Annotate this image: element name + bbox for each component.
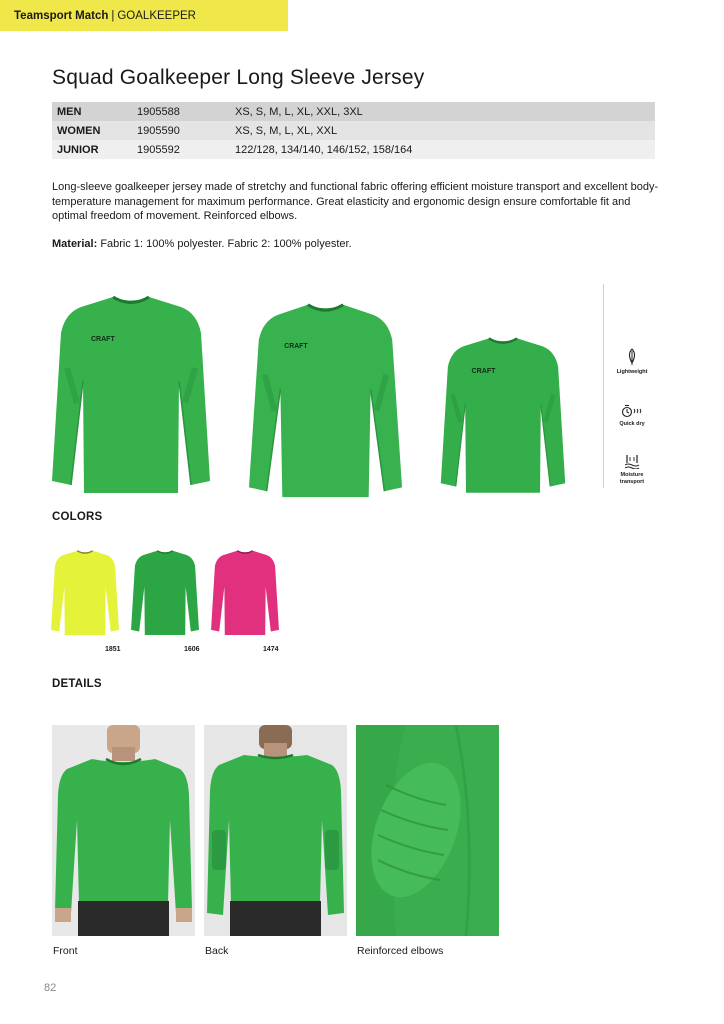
- detail-caption: Front: [53, 945, 78, 957]
- color-code: 1606: [184, 646, 200, 653]
- colors-heading: COLORS: [52, 511, 103, 523]
- color-code: 1474: [263, 646, 279, 653]
- size-category: WOMEN: [57, 124, 101, 137]
- article-number: 1905592: [137, 143, 180, 156]
- detail-photo-front: [52, 725, 195, 936]
- subcategory-label: GOALKEEPER: [117, 9, 196, 22]
- size-row-women: [52, 121, 655, 140]
- svg-text:CRAFT: CRAFT: [91, 336, 115, 343]
- detail-caption: Reinforced elbows: [357, 945, 444, 957]
- detail-photo-elbow: [356, 725, 499, 936]
- size-category: MEN: [57, 105, 82, 118]
- quick-dry-icon: [621, 404, 643, 418]
- feature-moisture: [612, 453, 652, 485]
- size-range: 122/128, 134/140, 146/152, 158/164: [235, 143, 413, 156]
- color-swatch-yellow: [50, 549, 120, 635]
- material-line: [52, 238, 352, 250]
- detail-photo-back: [204, 725, 347, 936]
- feather-icon: [626, 348, 638, 366]
- feature-label: Quick dry: [619, 421, 645, 427]
- size-range: XS, S, M, L, XL, XXL, 3XL: [235, 105, 363, 118]
- product-title: Squad Goalkeeper Long Sleeve Jersey: [52, 66, 425, 89]
- product-image-women: [247, 296, 404, 502]
- detail-caption: Back: [205, 945, 229, 957]
- svg-text:CRAFT: CRAFT: [284, 342, 308, 350]
- feature-lightweight: [612, 348, 652, 376]
- material-text: Fabric 1: 100% polyester. Fabric 2: 100% polyester.: [100, 238, 352, 250]
- color-swatch-green: [130, 549, 200, 635]
- details-heading: DETAILS: [52, 678, 102, 690]
- article-number: 1905590: [137, 124, 180, 137]
- material-label: Material:: [52, 238, 98, 250]
- feature-label: Lightweight: [616, 369, 648, 375]
- svg-text:CRAFT: CRAFT: [471, 367, 496, 376]
- color-code: 1851: [105, 646, 121, 653]
- feature-label: Moisture transport: [619, 472, 645, 485]
- feature-divider: [603, 284, 604, 488]
- size-category: JUNIOR: [57, 143, 99, 156]
- product-image-men: [50, 293, 212, 493]
- category-separator: |: [111, 9, 115, 22]
- size-row-men: [52, 102, 655, 121]
- page-number: 82: [44, 982, 57, 994]
- product-image-junior: [440, 335, 566, 493]
- category-label: Teamsport Match: [14, 9, 109, 22]
- feature-quick-dry: [612, 404, 652, 428]
- article-number: 1905588: [137, 105, 180, 118]
- moisture-icon: [624, 453, 640, 469]
- size-table: [52, 102, 655, 159]
- category-tab: [0, 0, 288, 31]
- size-row-junior: [52, 140, 655, 159]
- color-swatch-pink: [210, 549, 280, 635]
- product-description: Long-sleeve goalkeeper jersey made of stretchy and functional fabric offering efficient moisture transport and excellent body-temperature management for maximum performance. Great elasticity and ergonomic design ensure comfortable fit and optimal freedom of movement. Reinforced elbows.: [52, 181, 659, 222]
- size-range: XS, S, M, L, XL, XXL: [235, 124, 338, 137]
